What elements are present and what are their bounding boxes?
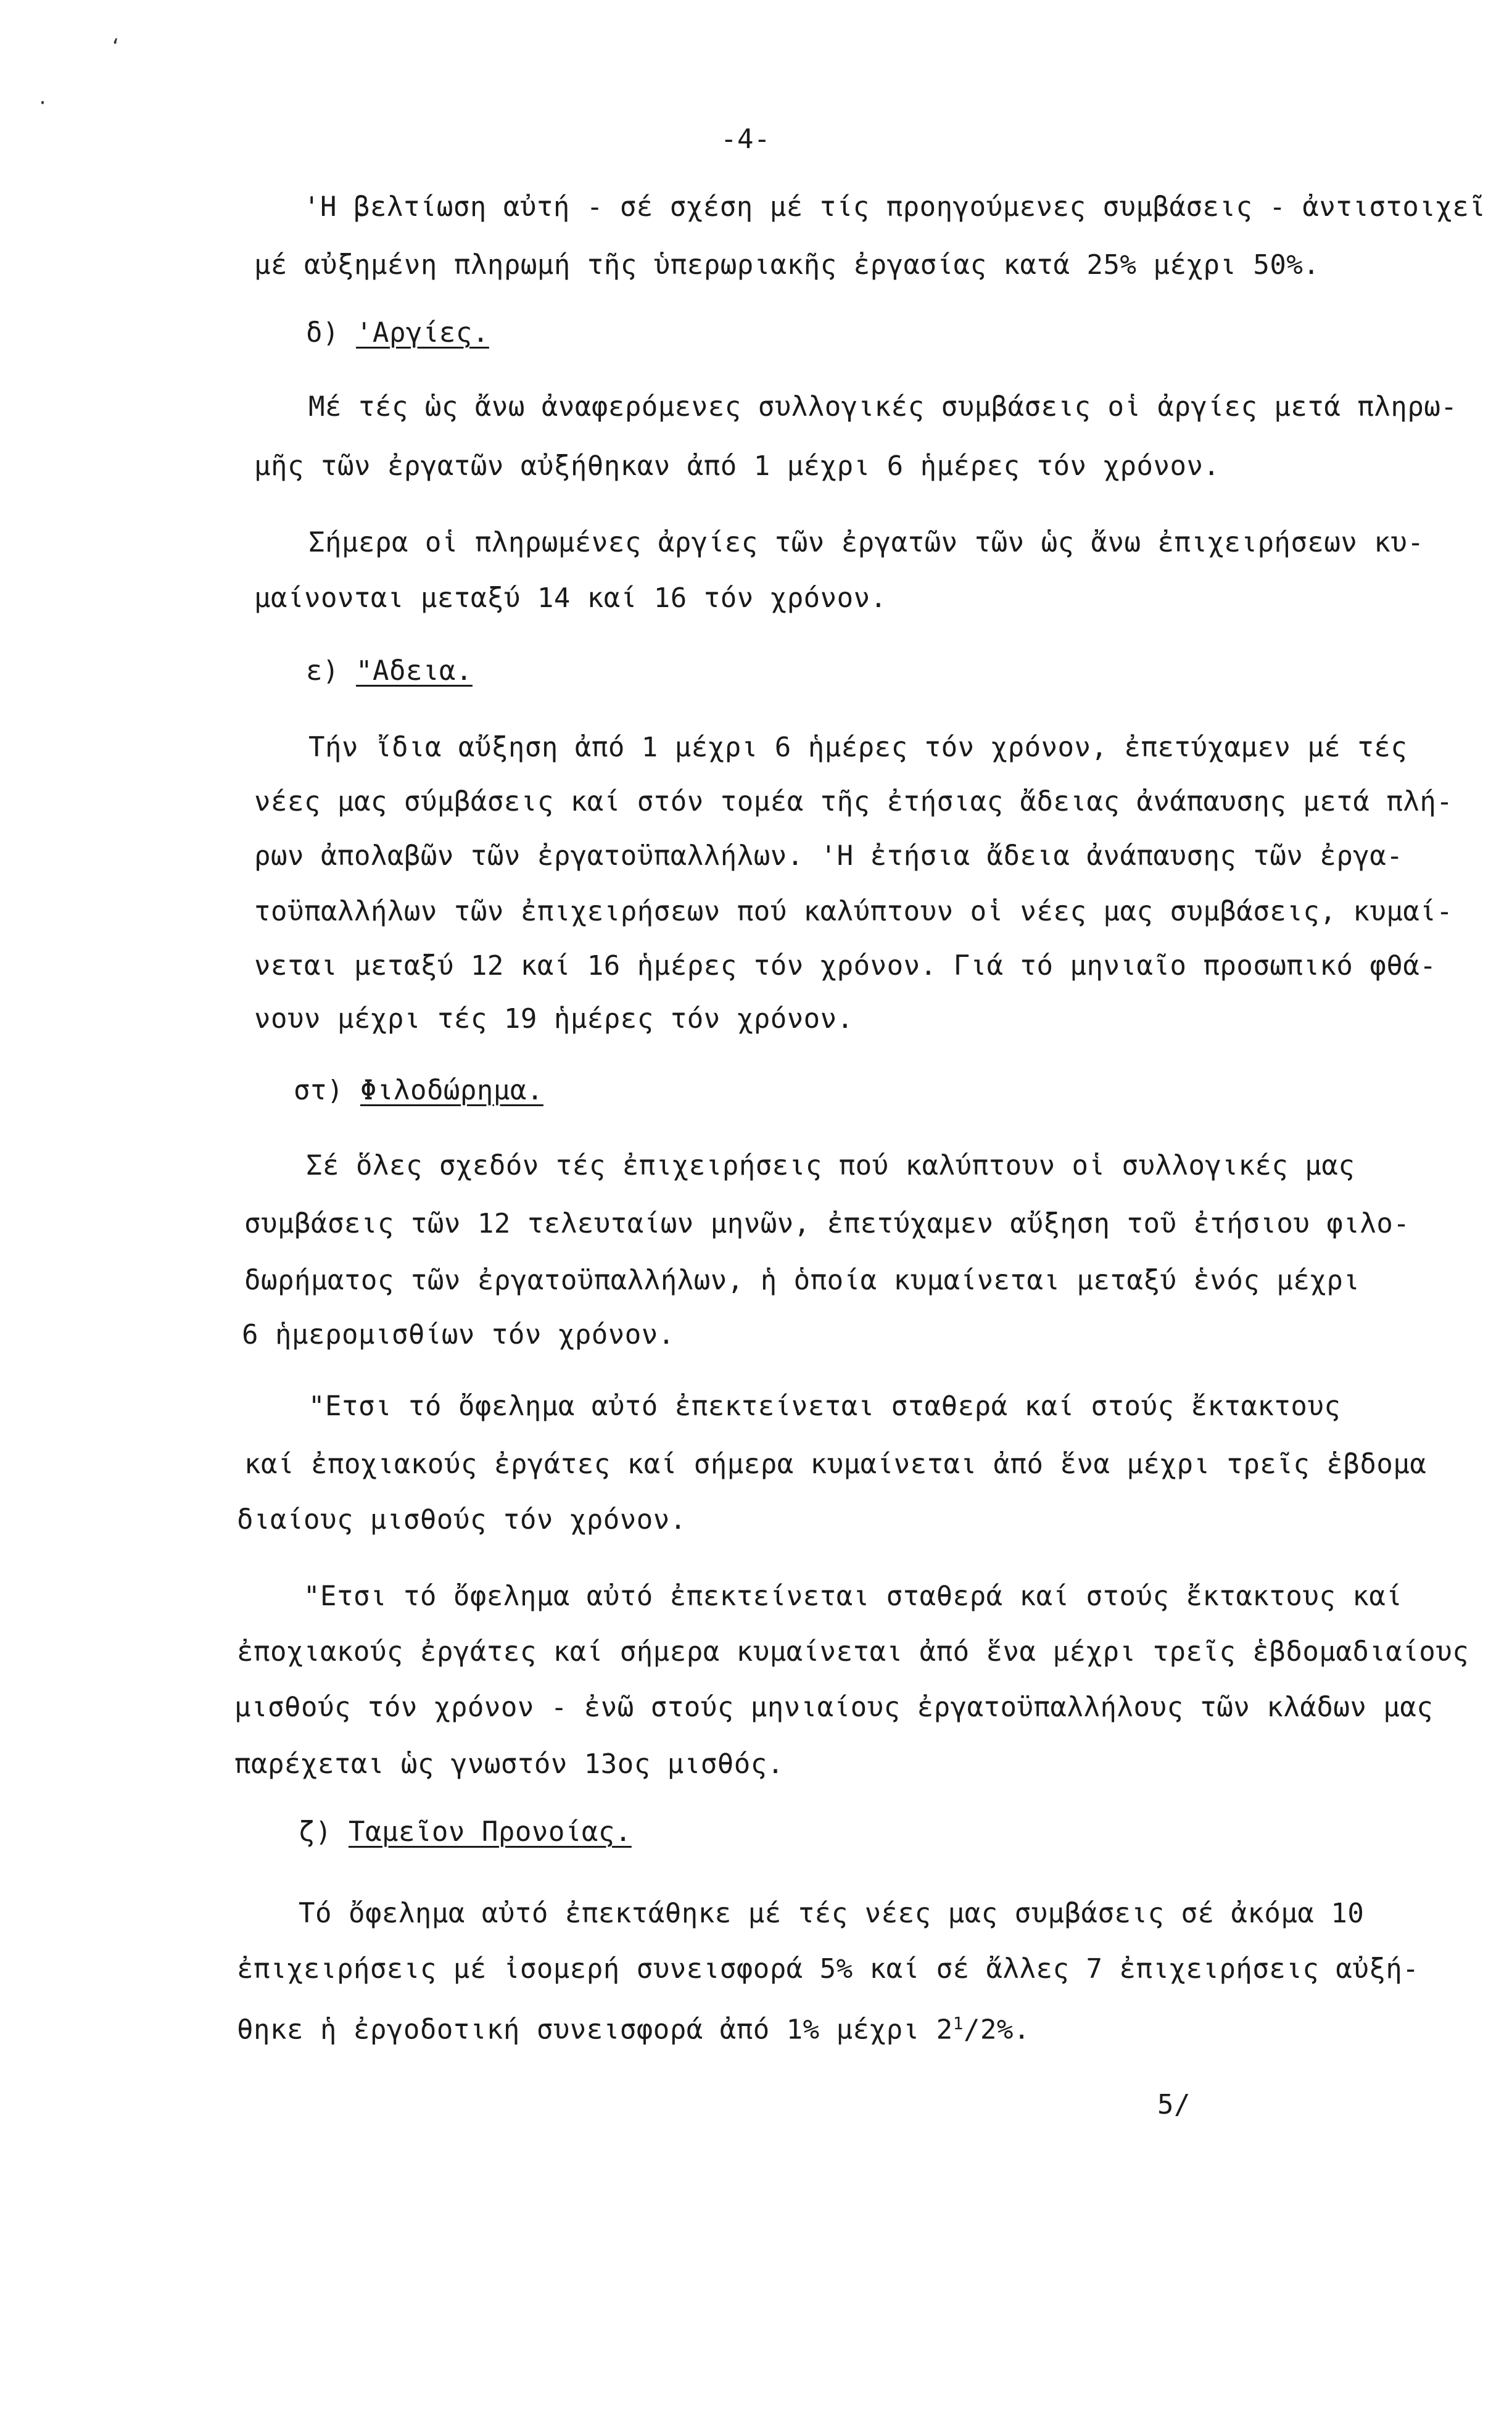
- section-z-line-3-text: θηκε ἡ ἐργοδοτική συνεισφορά ἀπό 1% μέχρι 2: [237, 2014, 953, 2046]
- section-e-line-2: νέες μας σύμβάσεις καί στόν τομέα τῆς ἐτήσιας ἄδειας ἀνάπαυσης μετά πλή-: [254, 786, 1453, 817]
- section-st-p2-line-1: "Ετσι τό ὄφελημα αὐτό ἐπεκτείνεται σταθερά καί στούς ἔκτακτους: [308, 1391, 1341, 1422]
- section-st-heading: [294, 1072, 543, 1109]
- section-d-p2-line-2: μαίνονται μεταξύ 14 καί 16 τόν χρόνον.: [254, 582, 887, 614]
- section-z-line-1: Τό ὄφελημα αὐτό ἐπεκτάθηκε μέ τές νέες μας συμβάσεις σέ ἀκόμα 10: [299, 1898, 1365, 1929]
- section-e-line-3: ρων ἀπολαβῶν τῶν ἐργατοϋπαλλήλων. 'Η ἐτήσια ἄδεια ἀνάπαυσης τῶν ἐργα-: [254, 840, 1403, 872]
- section-d-label: δ): [306, 317, 339, 349]
- section-st-p3-line-1: "Ετσι τό ὄφελημα αὐτό ἐπεκτείνεται σταθερά καί στούς ἔκτακτους καί: [304, 1581, 1403, 1612]
- intro-line-1: 'Η βελτίωση αὐτή - σέ σχέση μέ τίς προηγούμενες συμβάσεις - ἀντιστοιχεῖ: [304, 191, 1486, 223]
- section-z-title: Ταμεῖον Προνοίας.: [348, 1816, 632, 1848]
- section-e-line-5: νεται μεταξύ 12 καί 16 ἡμέρες τόν χρόνον. Γιά τό μηνιαῖο προσωπικό φθά-: [254, 950, 1437, 982]
- section-st-p1-line-4: 6 ἡμερομισθίων τόν χρόνον.: [242, 1319, 675, 1350]
- section-st-label: στ): [294, 1075, 344, 1106]
- page-number: -4-: [721, 123, 770, 155]
- section-st-p3-line-2: ἐποχιακούς ἐργάτες καί σήμερα κυμαίνεται ἀπό ἕνα μέχρι τρεῖς ἑβδομαδιαίους: [237, 1636, 1469, 1668]
- section-e-line-6: νουν μέχρι τές 19 ἡμέρες τόν χρόνον.: [254, 1003, 854, 1035]
- section-e-title: "Αδεια.: [355, 655, 473, 687]
- section-st-p1-line-2: συμβάσεις τῶν 12 τελευταίων μηνῶν, ἐπετύχαμεν αὔξηση τοῦ ἐτήσιου φιλο-: [244, 1208, 1410, 1239]
- section-e-label: ε): [306, 655, 339, 687]
- section-e-heading: [306, 653, 473, 690]
- section-z-line-3: [237, 2005, 1030, 2049]
- scan-mark-top-left: ‘: [110, 36, 122, 57]
- section-e-line-1: Τήν ἴδια αὔξηση ἀπό 1 μέχρι 6 ἡμέρες τόν χρόνον, ἐπετύχαμεν μέ τές: [308, 732, 1408, 763]
- section-d-p2-line-1: Σήμερα οἱ πληρωμένες ἀργίες τῶν ἐργατῶν τῶν ὡς ἄνω ἐπιχειρήσεων κυ-: [308, 527, 1424, 558]
- intro-line-2: μέ αὐξημένη πληρωμή τῆς ὑπερωριακῆς ἐργασίας κατά 25% μέχρι 50%.: [254, 249, 1320, 281]
- section-d-heading: [306, 315, 489, 352]
- section-z-line-3-end: /2%.: [963, 2014, 1030, 2046]
- section-st-p3-line-4: παρέχεται ὡς γνωστόν 13ος μισθός.: [234, 1748, 784, 1780]
- section-st-p2-line-3: διαίους μισθούς τόν χρόνον.: [237, 1504, 687, 1536]
- section-z-line-2: ἐπιχειρήσεις μέ ἰσομερή συνεισφορά 5% καί σέ ἄλλες 7 ἐπιχειρήσεις αὐξή-: [237, 1953, 1419, 1985]
- section-st-p1-line-1: Σέ ὅλες σχεδόν τές ἐπιχειρήσεις πού καλύπτουν οἱ συλλογικές μας: [306, 1150, 1355, 1181]
- section-st-title: Φιλοδώρημα.: [360, 1075, 543, 1106]
- section-d-p1-line-2: μῆς τῶν ἐργατῶν αὐξήθηκαν ἀπό 1 μέχρι 6 ἡμέρες τόν χρόνον.: [254, 450, 1220, 482]
- section-d-title: 'Αργίες.: [355, 317, 489, 349]
- section-e-line-4: τοϋπαλλήλων τῶν ἐπιχειρήσεων πού καλύπτουν οἱ νέες μας συμβάσεις, κυμαί-: [254, 896, 1453, 927]
- section-z-heading: [299, 1814, 632, 1851]
- section-z-label: ζ): [299, 1816, 332, 1848]
- section-st-p2-line-2: καί ἐποχιακούς ἐργάτες καί σήμερα κυμαίνεται ἀπό ἕνα μέχρι τρεῖς ἑβδομα: [244, 1449, 1427, 1480]
- section-z-fraction-superscript: 1: [952, 2013, 964, 2033]
- next-page-marker: 5/: [1157, 2089, 1191, 2120]
- section-st-p1-line-3: δωρήματος τῶν ἐργατοϋπαλλήλων, ἡ ὁποία κυμαίνεται μεταξύ ἑνός μέχρι: [244, 1265, 1360, 1296]
- section-d-p1-line-1: Μέ τές ὡς ἄνω ἀναφερόμενες συλλογικές συμβάσεις οἱ ἀργίες μετά πληρω-: [308, 391, 1458, 423]
- scan-mark-corner: ·: [37, 93, 49, 114]
- section-st-p3-line-3: μισθούς τόν χρόνον - ἐνῶ στούς μηνιαίους ἐργατοϋπαλλήλους τῶν κλάδων μας: [234, 1692, 1434, 1723]
